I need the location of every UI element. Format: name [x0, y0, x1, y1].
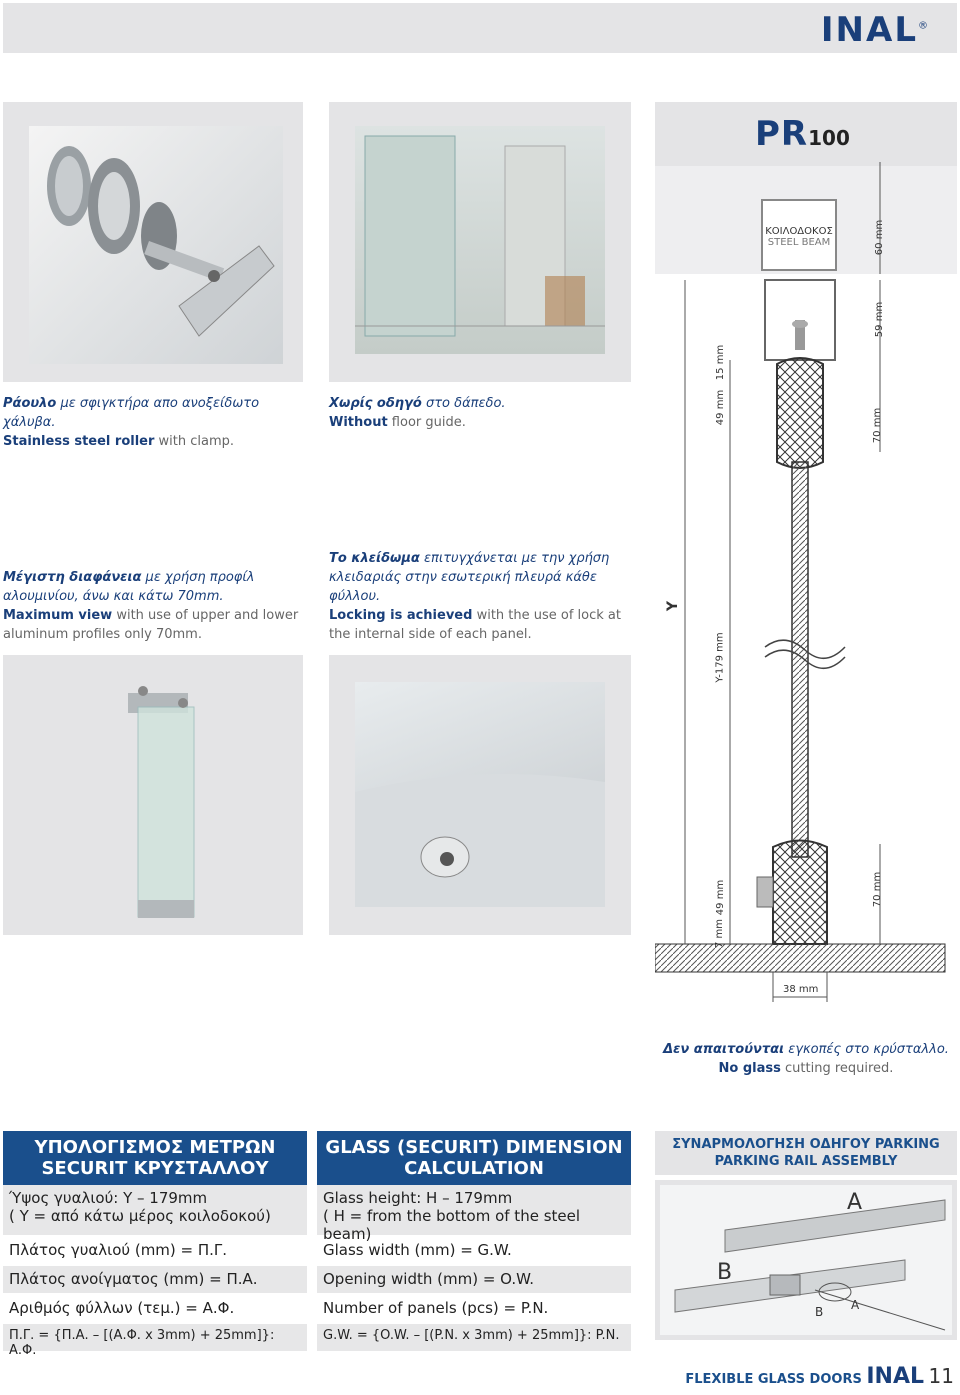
dim-49-top: 49 mm	[715, 389, 727, 426]
calc-english-row: Glass height: H – 179mm ( H = from the bottom of the steel beam)	[317, 1185, 631, 1237]
steel-beam-box: ΚΟΙΛΟΔΟΚΟΣ STEEL BEAM	[761, 199, 837, 271]
dim-59: 59 mm	[874, 301, 886, 338]
section-drawing	[655, 102, 957, 1030]
dim-60: 60 mm	[874, 219, 886, 256]
calc-english-row: Opening width (mm) = O.W.	[317, 1266, 631, 1295]
calc-greek-row: Πλάτος ανοίγματος (mm) = Π.Α.	[3, 1266, 307, 1295]
footer-brand: INAL	[866, 1364, 925, 1389]
brand-logo: INAL®	[820, 10, 930, 50]
model-title: PR100	[755, 114, 850, 154]
page-number: 11	[928, 1364, 954, 1388]
rail-title-greek: ΣΥΝΑΡΜΟΛΟΓΗΣΗ ΟΔΗΓΟΥ PARKING	[672, 1137, 940, 1152]
roller-photo-panel	[3, 102, 303, 382]
lock-caption: Το κλείδωμα επιτυγχάνεται με την χρήση κλειδαριάς στην εσωτερική πλευρά κάθε φύλλου. Locking is achieved with the use of lock at the internal side of each panel.	[329, 551, 621, 642]
calc-english-row: G.W. = {O.W. – [(P.N. x 3mm) + 25mm]}: P.N.	[317, 1324, 631, 1353]
roller-caption: Ράουλο με σφιγκτήρα απο ανοξείδωτο χάλυβα. Stainless steel roller with clamp.	[3, 396, 260, 449]
rail-illustration	[655, 1180, 957, 1340]
lock-photo-panel	[329, 655, 631, 935]
rail-label-a-small: A	[851, 1298, 860, 1312]
panel-photo-panel	[3, 655, 303, 935]
page-footer	[685, 1364, 954, 1389]
dim-Y: Y	[665, 600, 682, 612]
calc-greek-title: ΥΠΟΛΟΓΙΣΜΟΣ ΜΕΤΡΩΝ SECURIT ΚΡΥΣΤΑΛΛΟΥ	[3, 1131, 307, 1185]
calc-table-english	[317, 1131, 631, 1353]
floor-caption: Χωρίς οδηγό στο δάπεδο. Without floor guide.	[329, 396, 506, 430]
calc-greek-row: Πλάτος γυαλιού (mm) = Π.Γ.	[3, 1237, 307, 1266]
calc-english-title: GLASS (SECURIT) DIMENSION CALCULATION	[317, 1131, 631, 1185]
dim-49-bottom: 49 mm	[715, 879, 727, 916]
rail-title-english: PARKING RAIL ASSEMBLY	[714, 1154, 898, 1169]
rail-title-box	[655, 1131, 957, 1175]
floor-photo-panel	[329, 102, 631, 382]
floor-photo	[355, 126, 605, 354]
top-bar	[3, 3, 957, 53]
roller-photo	[29, 126, 283, 364]
calc-greek-row: Π.Γ. = {Π.Α. – [(Α.Φ. x 3mm) + 25mm]}: Α.Φ.	[3, 1324, 307, 1353]
calc-greek-row: Ύψος γυαλιού: Υ – 179mm ( Υ = από κάτω μέρος κοιλοδοκού)	[3, 1185, 307, 1237]
dim-70-top: 70 mm	[872, 407, 884, 444]
dim-15: 15 mm	[715, 344, 727, 381]
lock-photo	[355, 682, 605, 907]
dim-Y-179: Y-179 mm	[714, 632, 726, 683]
view-caption: Μέγιστη διαφάνεια με χρήση προφίλ αλουμινίου, άνω και κάτω 70mm. Maximum view with use of upper and lower aluminum profiles only 70mm.	[3, 570, 299, 642]
dim-7: 7 mm	[714, 918, 726, 949]
footer-series: FLEXIBLE GLASS DOORS	[685, 1372, 862, 1387]
rail-photo-panel	[655, 1180, 957, 1340]
rail-label-A: A	[847, 1190, 863, 1215]
calc-table-greek	[3, 1131, 307, 1358]
dim-70-bottom: 70 mm	[872, 871, 884, 908]
glass-caption: Δεν απαιτούνται εγκοπές στο κρύσταλλο. No glass cutting required.	[663, 1042, 949, 1076]
calc-english-row: Glass width (mm) = G.W.	[317, 1237, 631, 1266]
technical-drawing	[655, 102, 957, 1030]
rail-label-B: B	[717, 1260, 733, 1285]
glass-panel-illustration	[3, 655, 303, 935]
dim-38: 38 mm	[783, 984, 819, 995]
calc-greek-row: Αριθμός φύλλων (τεμ.) = Α.Φ.	[3, 1295, 307, 1324]
roller-illustration	[29, 126, 283, 364]
calc-english-row: Number of panels (pcs) = P.N.	[317, 1295, 631, 1324]
rail-label-b-small: B	[815, 1305, 824, 1319]
